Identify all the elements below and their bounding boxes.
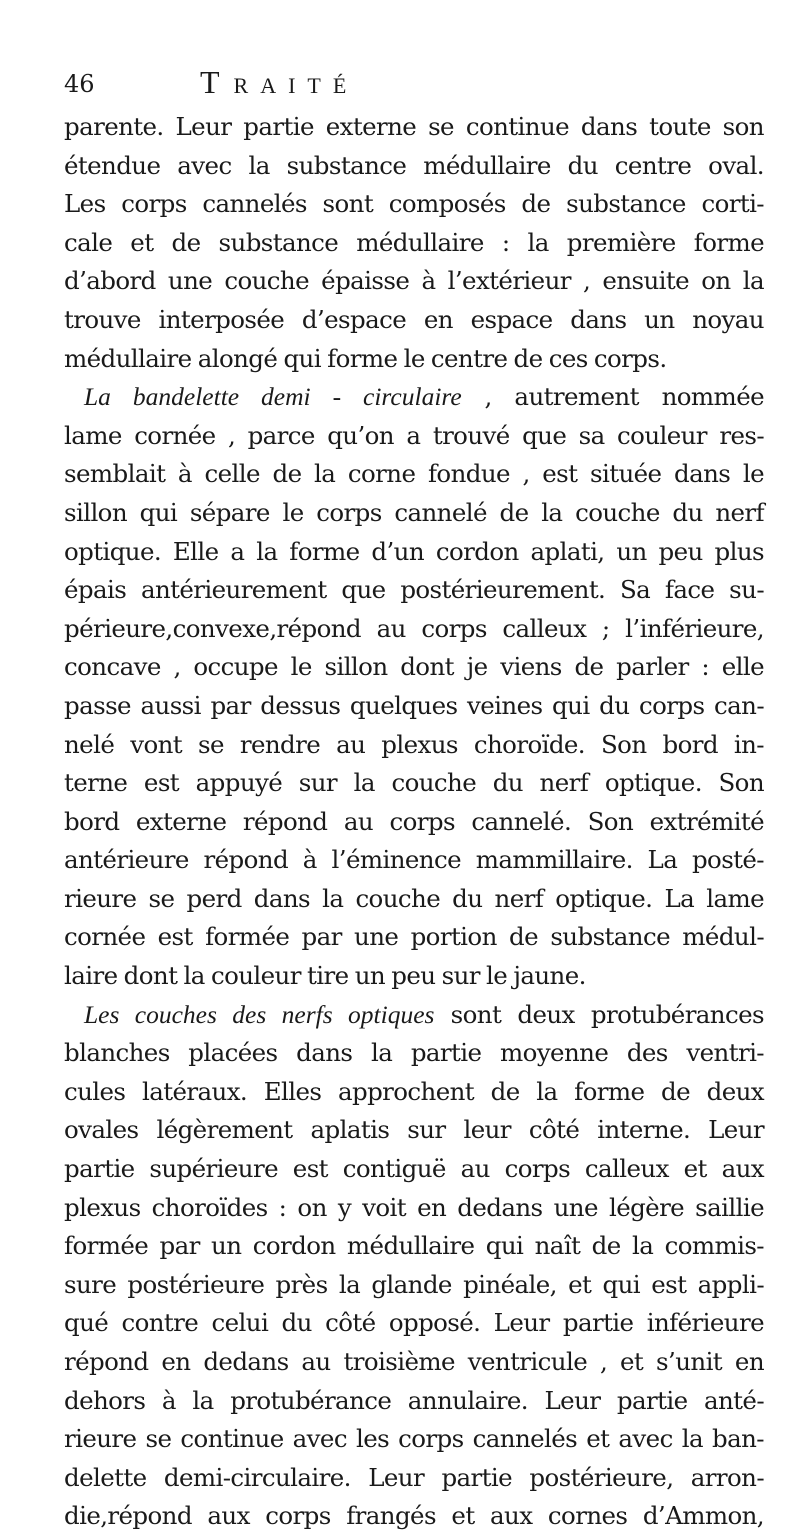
- text-run: sillon qui sépare le corps cannelé de la couche du nerf: [64, 497, 764, 527]
- text-line: [64, 1073, 764, 1112]
- text-run: passe aussi par dessus quelques veines qui du corps can-: [64, 690, 764, 720]
- text-run: trouve interposée d’espace en espace dans un noyau: [64, 304, 764, 334]
- text-line: [64, 996, 764, 1035]
- text-line: [64, 185, 764, 224]
- text-run: , autrement nommée: [461, 382, 764, 412]
- body-text: [64, 108, 764, 1536]
- text-run: d’abord une couche épaisse à l’extérieur , ensuite on la: [64, 266, 764, 296]
- text-line: [64, 108, 764, 147]
- text-run: terne est appuyé sur la couche du nerf optique. Son: [64, 768, 764, 798]
- running-title-rest: RAITÉ: [233, 73, 359, 98]
- text-line: [64, 224, 764, 263]
- text-run: rieure se continue avec les corps cannelés et avec la ban-: [64, 1424, 764, 1454]
- text-line: [64, 1459, 764, 1498]
- text-run: cale et de substance médullaire : la première forme: [64, 227, 764, 257]
- text-line: [64, 957, 764, 996]
- running-title-initial: T: [200, 64, 234, 100]
- text-line: [64, 262, 764, 301]
- running-title: [200, 64, 358, 104]
- text-line: [64, 841, 764, 880]
- text-run: qué contre celui du côté opposé. Leur partie inférieure: [64, 1308, 764, 1338]
- text-line: [64, 726, 764, 765]
- text-line: [64, 340, 764, 379]
- text-line: [64, 764, 764, 803]
- page-number: 46: [64, 70, 95, 98]
- text-line: [64, 147, 764, 186]
- text-line: [64, 610, 764, 649]
- text-run: semblait à celle de la corne fondue , est située dans le: [64, 459, 764, 489]
- text-run: sont deux protubérances: [434, 999, 764, 1029]
- text-line: [64, 880, 764, 919]
- text-run: optique. Elle a la forme d’un cordon aplati, un peu plus: [64, 536, 764, 566]
- italic-term: Les couches des nerfs optiques: [84, 999, 435, 1029]
- text-line: [64, 1304, 764, 1343]
- text-line: [64, 378, 764, 417]
- text-run: rieure se perd dans la couche du nerf optique. La lame: [64, 883, 764, 913]
- text-line: [64, 533, 764, 572]
- text-run: delette demi-circulaire. Leur partie postérieure, arron-: [64, 1462, 764, 1492]
- text-run: étendue avec la substance médullaire du centre oval.: [64, 150, 764, 180]
- text-run: cornée est formée par une portion de substance médul-: [64, 922, 764, 952]
- text-line: [64, 1343, 764, 1382]
- text-run: sure postérieure près la glande pinéale, et qui est appli-: [64, 1269, 764, 1299]
- text-line: [64, 301, 764, 340]
- text-run: die,répond aux corps frangés et aux cornes d’Ammon,: [64, 1501, 764, 1531]
- text-line: [64, 1227, 764, 1266]
- text-line: [64, 1150, 764, 1189]
- text-run: blanches placées dans la partie moyenne des ventri-: [64, 1038, 764, 1068]
- text-run: cules latéraux. Elles approchent de la forme de deux: [64, 1076, 764, 1106]
- text-run: épais antérieurement que postérieurement. Sa face su-: [64, 575, 764, 605]
- text-run: antérieure répond à l’éminence mammillaire. La posté-: [64, 845, 764, 875]
- text-line: [64, 417, 764, 456]
- text-run: laire dont la couleur tire un peu sur le jaune.: [64, 961, 586, 991]
- text-run: plexus choroïdes : on y voit en dedans une légère saillie: [64, 1192, 764, 1222]
- text-line: [64, 648, 764, 687]
- italic-term: La bandelette demi - circulaire: [84, 382, 462, 412]
- running-head: [64, 64, 764, 104]
- text-run: bord externe répond au corps cannelé. Son extrémité: [64, 806, 764, 836]
- text-run: nelé vont se rendre au plexus choroïde. Son bord in-: [64, 729, 764, 759]
- text-line: [64, 1382, 764, 1421]
- text-run: formée par un cordon médullaire qui naît de la commis-: [64, 1231, 764, 1261]
- text-line: [64, 1497, 764, 1536]
- text-line: [64, 803, 764, 842]
- text-line: [64, 571, 764, 610]
- text-run: parente. Leur partie externe se continue dans toute son: [64, 112, 764, 141]
- text-line: [64, 494, 764, 533]
- text-run: Les corps cannelés sont composés de substance corti-: [64, 189, 764, 219]
- text-run: concave , occupe le sillon dont je viens de parler : elle: [64, 652, 764, 682]
- text-line: [64, 687, 764, 726]
- text-run: ovales légèrement aplatis sur leur côté interne. Leur: [64, 1115, 764, 1145]
- text-line: [64, 455, 764, 494]
- text-run: périeure,convexe,répond au corps calleux ; l’inférieure,: [64, 613, 764, 643]
- text-run: dehors à la protubérance annulaire. Leur partie anté-: [64, 1385, 764, 1415]
- text-line: [64, 1034, 764, 1073]
- text-run: lame cornée , parce qu’on a trouvé que sa couleur res-: [64, 420, 764, 450]
- text-line: [64, 918, 764, 957]
- text-line: [64, 1420, 764, 1459]
- text-run: médullaire alongé qui forme le centre de ces corps.: [64, 343, 667, 373]
- text-run: répond en dedans au troisième ventricule , et s’unit en: [64, 1347, 764, 1376]
- text-line: [64, 1111, 764, 1150]
- text-run: partie supérieure est contiguë au corps calleux et aux: [64, 1154, 764, 1184]
- text-line: [64, 1189, 764, 1228]
- text-line: [64, 1266, 764, 1305]
